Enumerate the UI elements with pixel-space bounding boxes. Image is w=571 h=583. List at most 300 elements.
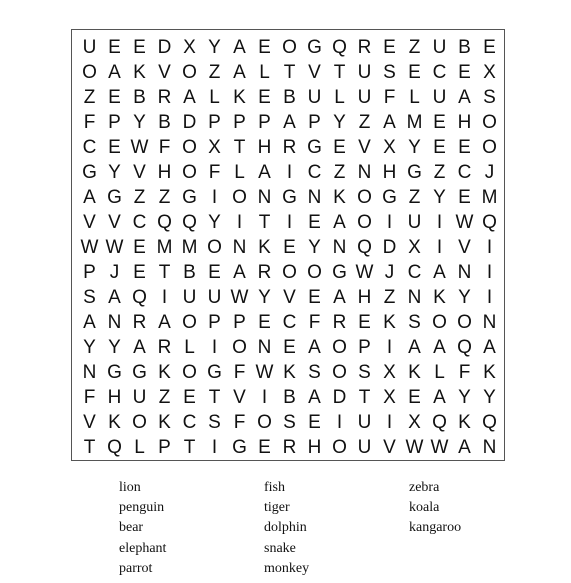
letter-cell[interactable]: T [283,62,296,83]
letter-cell[interactable]: G [382,187,397,208]
letter-cell[interactable]: S [358,362,371,383]
letter-cell[interactable]: F [458,362,471,383]
letter-cell[interactable]: A [433,262,446,283]
letter-cell[interactable]: B [283,387,296,408]
letter-cell[interactable]: E [458,62,471,83]
letter-cell[interactable]: A [433,387,446,408]
letter-cell[interactable]: G [282,187,297,208]
word-bank-item-bear: bear [119,520,144,536]
letter-cell[interactable]: N [107,312,122,333]
letter-cell[interactable]: K [233,87,246,108]
letter-cell[interactable]: O [232,187,247,208]
letter-cell[interactable]: L [134,437,145,458]
letter-cell[interactable]: N [482,437,497,458]
letter-cell[interactable]: L [234,162,245,183]
letter-cell[interactable]: L [434,362,445,383]
letter-cell[interactable]: X [183,37,196,58]
letter-cell[interactable]: S [283,412,296,433]
letter-cell[interactable]: B [283,87,296,108]
letter-cell[interactable]: U [407,212,422,233]
letter-cell[interactable]: O [207,237,222,258]
letter-cell[interactable]: Q [432,412,447,433]
letter-cell[interactable]: F [158,137,171,158]
letter-cell[interactable]: U [357,437,372,458]
letter-cell[interactable]: P [258,112,271,133]
letter-cell[interactable]: Q [132,287,147,308]
letter-cell[interactable]: I [486,237,493,258]
letter-cell[interactable]: A [183,87,196,108]
letter-cell[interactable]: V [358,137,371,158]
letter-cell[interactable]: E [458,187,471,208]
letter-cell[interactable]: Q [332,37,347,58]
letter-cell[interactable]: E [183,387,196,408]
letter-cell[interactable]: U [307,87,322,108]
letter-cell[interactable]: A [258,162,271,183]
letter-cell[interactable]: E [408,387,421,408]
letter-cell[interactable]: P [158,437,171,458]
letter-cell[interactable]: O [482,112,497,133]
letter-cell[interactable]: A [308,387,321,408]
letter-cell[interactable]: K [408,362,421,383]
letter-cell[interactable]: J [484,162,495,183]
letter-cell[interactable]: A [383,112,396,133]
letter-cell[interactable]: C [282,312,297,333]
letter-cell[interactable]: O [332,437,347,458]
letter-cell[interactable]: A [108,287,121,308]
letter-cell[interactable]: I [211,437,218,458]
letter-cell[interactable]: X [383,387,396,408]
letter-cell[interactable]: Y [258,287,271,308]
letter-cell[interactable]: N [407,287,422,308]
letter-cell[interactable]: H [107,387,122,408]
letter-cell[interactable]: K [333,187,346,208]
letter-cell[interactable]: V [383,437,396,458]
letter-cell[interactable]: W [355,262,374,283]
letter-cell[interactable]: A [158,312,171,333]
letter-cell[interactable]: P [83,262,96,283]
letter-cell[interactable]: I [211,337,218,358]
letter-cell[interactable]: N [82,362,97,383]
letter-cell[interactable]: Y [83,337,96,358]
letter-cell[interactable]: Q [182,212,197,233]
letter-cell[interactable]: U [357,412,372,433]
letter-cell[interactable]: U [82,37,97,58]
letter-cell[interactable]: I [436,212,443,233]
letter-cell[interactable]: Z [383,287,396,308]
letter-cell[interactable]: R [357,37,372,58]
letter-cell[interactable]: O [82,62,97,83]
letter-cell[interactable]: L [184,337,195,358]
letter-cell[interactable]: S [83,287,96,308]
letter-cell[interactable]: N [307,187,322,208]
letter-cell[interactable]: Y [133,112,146,133]
letter-cell[interactable]: T [208,387,221,408]
letter-cell[interactable]: G [407,162,422,183]
letter-cell[interactable]: M [181,237,198,258]
letter-cell[interactable]: J [109,262,120,283]
letter-cell[interactable]: T [83,437,96,458]
letter-cell[interactable]: W [430,437,449,458]
letter-cell[interactable]: C [307,162,322,183]
letter-cell[interactable]: T [233,137,246,158]
letter-cell[interactable]: V [158,62,171,83]
letter-cell[interactable]: E [258,437,271,458]
letter-cell[interactable]: R [332,312,347,333]
letter-cell[interactable]: O [182,62,197,83]
letter-cell[interactable]: Z [158,187,171,208]
letter-cell[interactable]: E [433,112,446,133]
letter-cell[interactable]: A [333,287,346,308]
word-bank-item-zebra: zebra [409,480,440,495]
letter-cell[interactable]: B [133,87,146,108]
letter-cell[interactable]: L [409,87,420,108]
letter-cell[interactable]: G [107,187,122,208]
letter-cell[interactable]: K [458,412,471,433]
letter-cell[interactable]: Q [482,412,497,433]
letter-cell[interactable]: G [107,362,122,383]
letter-cell[interactable]: E [108,137,121,158]
letter-cell[interactable]: Y [333,112,346,133]
letter-cell[interactable]: N [257,187,272,208]
letter-cell[interactable]: U [432,87,447,108]
letter-cell[interactable]: G [307,137,322,158]
letter-cell[interactable]: L [209,87,220,108]
letter-cell[interactable]: U [132,387,147,408]
letter-cell[interactable]: E [308,212,321,233]
letter-cell[interactable]: G [182,187,197,208]
letter-cell[interactable]: I [286,162,293,183]
letter-cell[interactable]: E [258,37,271,58]
letter-cell[interactable]: K [433,287,446,308]
letter-cell[interactable]: D [332,387,347,408]
letter-cell[interactable]: E [133,237,146,258]
letter-cell[interactable]: G [232,437,247,458]
letter-cell[interactable]: H [157,162,172,183]
letter-cell[interactable]: W [455,212,474,233]
letter-cell[interactable]: E [258,87,271,108]
letter-cell[interactable]: X [383,137,396,158]
letter-cell[interactable]: K [158,362,171,383]
letter-cell[interactable]: R [157,337,172,358]
letter-cell[interactable]: A [233,62,246,83]
letter-cell[interactable]: V [108,212,121,233]
letter-cell[interactable]: H [357,287,372,308]
letter-cell[interactable]: I [386,337,393,358]
letter-cell[interactable]: B [183,262,196,283]
letter-cell[interactable]: O [357,187,372,208]
letter-cell[interactable]: G [332,262,347,283]
letter-cell[interactable]: T [183,437,196,458]
letter-cell[interactable]: I [261,387,268,408]
letter-cell[interactable]: V [83,412,96,433]
letter-cell[interactable]: I [211,187,218,208]
letter-cell[interactable]: A [233,37,246,58]
letter-cell[interactable]: O [282,262,297,283]
word-bank-item-koala: koala [409,500,440,516]
letter-cell[interactable]: K [383,312,396,333]
letter-cell[interactable]: T [333,62,346,83]
letter-cell[interactable]: C [82,137,97,158]
letter-cell[interactable]: E [383,37,396,58]
letter-cell[interactable]: L [334,87,345,108]
letter-cell[interactable]: Z [408,187,421,208]
word-search-board [71,29,505,461]
letter-cell[interactable]: O [332,337,347,358]
letter-cell[interactable]: W [230,287,249,308]
word-bank-item-dolphin: dolphin [264,520,307,536]
letter-cell[interactable]: E [133,37,146,58]
letter-cell[interactable]: P [233,312,246,333]
letter-cell[interactable]: N [332,237,347,258]
letter-cell[interactable]: S [483,87,496,108]
letter-cell[interactable]: R [257,262,272,283]
letter-cell[interactable]: I [286,212,293,233]
letter-cell[interactable]: O [182,162,197,183]
letter-cell[interactable]: E [483,37,496,58]
letter-cell[interactable]: R [282,437,297,458]
letter-cell[interactable]: V [308,62,321,83]
letter-cell[interactable]: V [133,162,146,183]
letter-cell[interactable]: Y [308,237,321,258]
letter-cell[interactable]: Y [208,37,221,58]
letter-cell[interactable]: I [386,212,393,233]
letter-cell[interactable]: V [233,387,246,408]
letter-cell[interactable]: I [161,287,168,308]
letter-cell[interactable]: L [259,62,270,83]
letter-cell[interactable]: S [383,62,396,83]
letter-cell[interactable]: N [482,312,497,333]
letter-cell[interactable]: K [283,362,296,383]
letter-cell[interactable]: T [258,212,271,233]
letter-cell[interactable]: Z [133,187,146,208]
letter-cell[interactable]: Y [433,187,446,208]
letter-cell[interactable]: M [406,112,423,133]
letter-cell[interactable]: O [432,312,447,333]
letter-cell[interactable]: P [358,337,371,358]
letter-cell[interactable]: N [357,162,372,183]
letter-cell[interactable]: O [307,262,322,283]
letter-cell[interactable]: E [258,312,271,333]
letter-cell[interactable]: W [130,137,149,158]
letter-cell[interactable]: O [482,137,497,158]
letter-cell[interactable]: I [486,287,493,308]
letter-cell[interactable]: E [308,412,321,433]
letter-cell[interactable]: Q [457,337,472,358]
letter-cell[interactable]: G [132,362,147,383]
letter-cell[interactable]: W [105,237,124,258]
letter-cell[interactable]: O [232,337,247,358]
letter-cell[interactable]: Y [458,387,471,408]
letter-cell[interactable]: F [83,112,96,133]
word-bank-item-tiger: tiger [264,500,290,516]
letter-cell[interactable]: N [232,237,247,258]
letter-cell[interactable]: A [333,212,346,233]
letter-cell[interactable]: H [457,112,472,133]
letter-cell[interactable]: C [407,262,422,283]
letter-cell[interactable]: Y [108,337,121,358]
word-bank-item-fish: fish [264,480,285,495]
letter-cell[interactable]: Z [83,87,96,108]
letter-cell[interactable]: U [357,87,372,108]
letter-cell[interactable]: X [483,62,496,83]
word-bank-item-elephant: elephant [119,540,167,556]
letter-cell[interactable]: A [308,337,321,358]
letter-cell[interactable]: A [83,187,96,208]
letter-cell[interactable]: P [308,112,321,133]
letter-cell[interactable]: O [182,362,197,383]
letter-cell[interactable]: V [283,287,296,308]
letter-cell[interactable]: A [458,437,471,458]
letter-cell[interactable]: C [182,412,197,433]
letter-cell[interactable]: D [157,37,172,58]
letter-cell[interactable]: A [83,312,96,333]
letter-cell[interactable]: S [208,412,221,433]
letter-cell[interactable]: G [307,37,322,58]
letter-cell[interactable]: G [82,162,97,183]
letter-cell[interactable]: P [233,112,246,133]
letter-cell[interactable]: E [208,262,221,283]
letter-cell[interactable]: O [457,312,472,333]
letter-cell[interactable]: K [158,412,171,433]
letter-cell[interactable]: Y [458,287,471,308]
letter-cell[interactable]: W [405,437,424,458]
letter-cell[interactable]: Z [408,37,421,58]
letter-grid [77,35,502,460]
letter-cell[interactable]: C [132,212,147,233]
letter-cell[interactable]: A [483,337,496,358]
letter-cell[interactable]: U [207,287,222,308]
letter-cell[interactable]: V [458,237,471,258]
letter-cell[interactable]: P [208,112,221,133]
letter-cell[interactable]: Q [482,212,497,233]
letter-cell[interactable]: A [283,112,296,133]
letter-cell[interactable]: T [358,387,371,408]
letter-cell[interactable]: B [458,37,471,58]
letter-cell[interactable]: Q [357,237,372,258]
letter-cell[interactable]: I [336,412,343,433]
letter-cell[interactable]: D [382,237,397,258]
letter-cell[interactable]: R [157,87,172,108]
letter-cell[interactable]: N [457,262,472,283]
letter-cell[interactable]: U [432,37,447,58]
word-bank-item-snake: snake [264,540,296,556]
letter-cell[interactable]: S [408,312,421,333]
letter-cell[interactable]: E [108,37,121,58]
letter-cell[interactable]: F [308,312,321,333]
letter-cell[interactable]: K [483,362,496,383]
letter-cell[interactable]: I [386,412,393,433]
letter-cell[interactable]: I [236,212,243,233]
letter-cell[interactable]: E [333,137,346,158]
letter-cell[interactable]: A [108,62,121,83]
letter-cell[interactable]: K [108,412,121,433]
letter-cell[interactable]: X [408,237,421,258]
letter-cell[interactable]: Q [157,212,172,233]
letter-cell[interactable]: A [408,337,421,358]
letter-cell[interactable]: N [257,337,272,358]
letter-cell[interactable]: E [283,337,296,358]
letter-cell[interactable]: E [308,287,321,308]
letter-cell[interactable]: C [457,162,472,183]
letter-cell[interactable]: E [433,137,446,158]
letter-cell[interactable]: K [258,237,271,258]
letter-cell[interactable]: A [458,87,471,108]
letter-cell[interactable]: H [307,437,322,458]
letter-cell[interactable]: Q [107,437,122,458]
letter-cell[interactable]: A [133,337,146,358]
letter-cell[interactable]: E [283,237,296,258]
letter-cell[interactable]: A [433,337,446,358]
letter-cell[interactable]: Y [483,387,496,408]
letter-cell[interactable]: E [358,312,371,333]
letter-cell[interactable]: B [158,112,171,133]
letter-cell[interactable]: A [233,262,246,283]
letter-cell[interactable]: F [83,387,96,408]
letter-cell[interactable]: U [182,287,197,308]
letter-cell[interactable]: O [282,37,297,58]
letter-cell[interactable]: P [208,312,221,333]
letter-cell[interactable]: Z [433,162,446,183]
letter-cell[interactable]: Z [333,162,346,183]
letter-cell[interactable]: O [357,212,372,233]
letter-cell[interactable]: Z [158,387,171,408]
letter-cell[interactable]: W [255,362,274,383]
letter-cell[interactable]: S [308,362,321,383]
letter-cell[interactable]: M [481,187,498,208]
letter-cell[interactable]: Y [408,137,421,158]
letter-cell[interactable]: F [233,412,246,433]
letter-cell[interactable]: I [436,237,443,258]
letter-cell[interactable]: R [282,137,297,158]
letter-cell[interactable]: P [108,112,121,133]
letter-cell[interactable]: D [182,112,197,133]
letter-cell[interactable]: M [156,237,173,258]
letter-cell[interactable]: I [486,262,493,283]
letter-cell[interactable]: O [182,137,197,158]
letter-cell[interactable]: G [207,362,222,383]
letter-cell[interactable]: F [383,87,396,108]
word-bank-item-lion: lion [119,480,141,495]
letter-cell[interactable]: X [383,362,396,383]
letter-cell[interactable]: R [132,312,147,333]
letter-cell[interactable]: O [182,312,197,333]
letter-cell[interactable]: O [132,412,147,433]
letter-cell[interactable]: Z [358,112,371,133]
letter-cell[interactable]: K [133,62,146,83]
letter-cell[interactable]: T [158,262,171,283]
letter-cell[interactable]: C [432,62,447,83]
letter-cell[interactable]: X [208,137,221,158]
letter-cell[interactable]: V [83,212,96,233]
letter-cell[interactable]: F [233,362,246,383]
letter-cell[interactable]: O [257,412,272,433]
letter-cell[interactable]: E [458,137,471,158]
letter-cell[interactable]: E [108,87,121,108]
letter-cell[interactable]: O [332,362,347,383]
letter-cell[interactable]: Y [108,162,121,183]
letter-cell[interactable]: E [133,262,146,283]
letter-cell[interactable]: J [384,262,395,283]
letter-cell[interactable]: Z [208,62,221,83]
letter-cell[interactable]: E [408,62,421,83]
letter-cell[interactable]: H [382,162,397,183]
letter-cell[interactable]: W [80,237,99,258]
letter-cell[interactable]: H [257,137,272,158]
letter-cell[interactable]: X [408,412,421,433]
letter-cell[interactable]: U [357,62,372,83]
letter-cell[interactable]: F [208,162,221,183]
letter-cell[interactable]: Y [208,212,221,233]
